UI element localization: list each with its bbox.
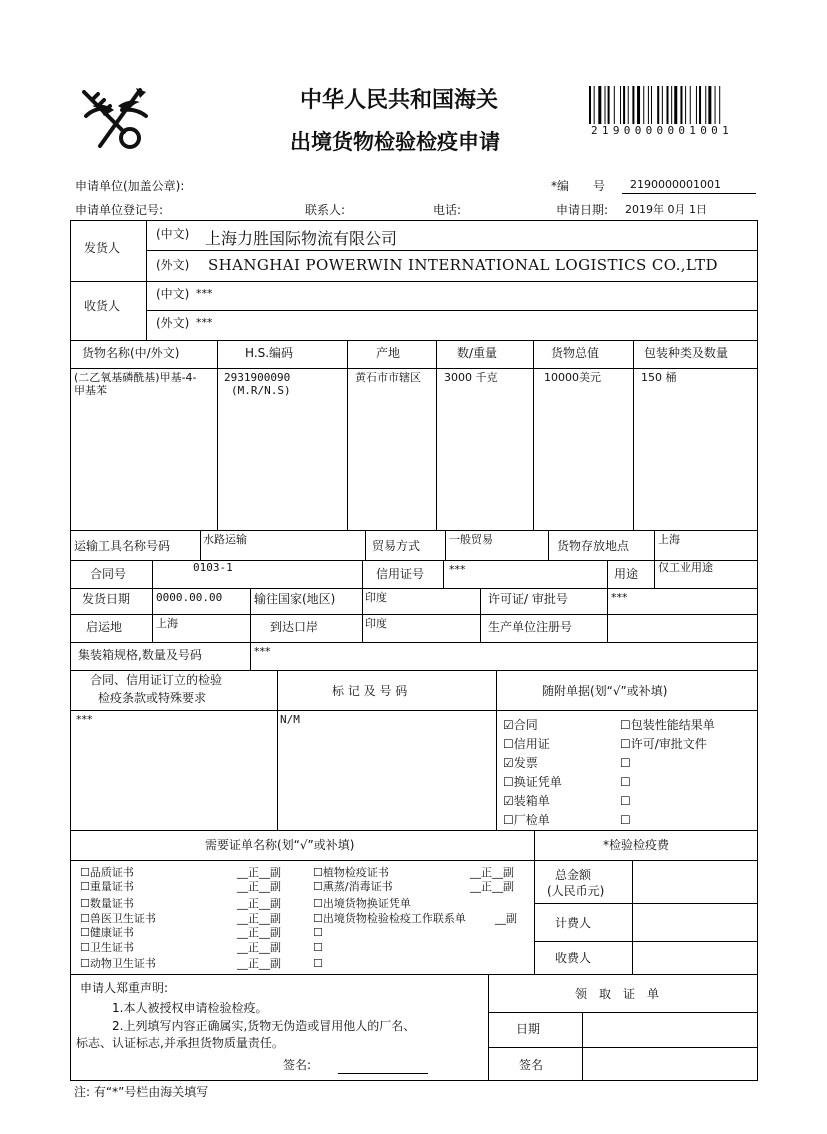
barcode-bar <box>632 86 634 124</box>
barcode-bar <box>648 86 649 124</box>
container-value: *** <box>254 645 271 658</box>
receive-sign-label: 签名 <box>519 1058 544 1072</box>
form-title-sub: 出境货物检验检疫申请 <box>290 130 500 154</box>
arrival-port-value: 印度 <box>365 617 387 630</box>
cert-copies: __正__副 <box>237 912 281 925</box>
cert-item[interactable]: ☐ <box>313 941 323 954</box>
fee-calculator-label: 计费人 <box>555 916 592 930</box>
doc-item[interactable]: ☐包装性能结果单 <box>620 718 715 732</box>
goods-name-line1: (二乙氧基磷酰基)甲基-4- <box>74 371 197 384</box>
cert-item[interactable]: ☐ <box>313 926 323 939</box>
cert-item[interactable]: ☐ <box>313 957 323 970</box>
phone-label: 电话: <box>433 203 462 217</box>
storage-label: 货物存放地点 <box>557 539 630 553</box>
barcode-bar <box>598 86 601 124</box>
consignor-cn-value: 上海力胜国际物流有限公司 <box>205 229 398 248</box>
storage-value: 上海 <box>658 533 680 546</box>
barcode-bar <box>605 86 606 124</box>
cert-item[interactable]: ☐出境货物换证凭单 <box>313 897 411 910</box>
barcode-bar <box>685 86 686 124</box>
doc-item[interactable]: ☐信用证 <box>503 737 550 751</box>
goods-value: 10000美元 <box>544 371 601 384</box>
cert-copies: __正__副 <box>470 866 514 879</box>
goods-header-qty: 数/重量 <box>457 346 498 360</box>
barcode-bar <box>671 86 672 124</box>
goods-hs-note: (M.R/N.S) <box>231 384 291 397</box>
barcode-bar <box>696 86 697 124</box>
use-label: 用途 <box>614 567 639 581</box>
goods-header-hs: H.S.编码 <box>245 346 294 360</box>
goods-header-name: 货物名称(中/外文) <box>82 346 180 360</box>
cert-copies: __正__副 <box>237 866 281 879</box>
barcode-bar <box>680 86 682 124</box>
producer-reg-label: 生产单位注册号 <box>488 620 573 634</box>
use-value: 仅工业用途 <box>658 561 713 574</box>
cert-item[interactable]: ☐植物检疫证书 <box>313 866 389 879</box>
applicant-sign-line[interactable] <box>338 1073 428 1074</box>
barcode-bar <box>614 86 615 124</box>
serial-value: 2190000001001 <box>630 178 721 191</box>
applicant-unit-label: 申请单位(加盖公章): <box>75 179 185 193</box>
cert-item[interactable]: ☐品质证书 <box>80 866 134 879</box>
contract-no-label: 合同号 <box>90 567 127 581</box>
apply-date-label: 申请日期: <box>556 203 609 217</box>
departure-label: 启运地 <box>86 620 123 634</box>
barcode-bar <box>589 86 591 124</box>
goods-package: 150 桶 <box>641 371 677 384</box>
barcode-bar <box>620 86 621 124</box>
fee-collector-label: 收费人 <box>555 951 592 965</box>
barcode-bar <box>674 86 677 124</box>
goods-header-package: 包装种类及数量 <box>644 346 729 360</box>
cert-copies: __副 <box>495 912 517 925</box>
lc-no-label: 信用证号 <box>376 567 425 581</box>
goods-header-value: 货物总值 <box>551 346 600 360</box>
destination-country-value: 印度 <box>365 591 387 604</box>
barcode-bar <box>699 86 701 124</box>
barcode-bar <box>715 86 716 124</box>
declaration-line1: 1.本人被授权申请检验检疫。 <box>112 1001 268 1015</box>
cert-item[interactable]: ☐兽医卫生证书 <box>80 912 156 925</box>
cert-item[interactable]: ☐健康证书 <box>80 926 134 939</box>
contract-no-value: 0103-1 <box>193 561 233 574</box>
barcode-bar <box>719 86 720 124</box>
goods-origin: 黄石市市辖区 <box>355 371 421 384</box>
declaration-title: 申请人郑重声明: <box>80 981 169 995</box>
goods-name-line2: 甲基苯 <box>74 384 107 397</box>
transport-tool-value: 水路运输 <box>203 533 247 546</box>
declaration-line3: 标志、认证标志,并承担货物质量责任。 <box>76 1036 284 1050</box>
total-amount-label: 总金额 <box>555 868 592 882</box>
cert-copies: __正__副 <box>237 941 281 954</box>
barcode-bar <box>608 86 610 124</box>
conditions-label-line2: 检疫条款或特殊要求 <box>98 691 207 705</box>
barcode-bar <box>705 86 706 124</box>
customs-emblem-icon <box>78 86 154 156</box>
consignee-label: 收货人 <box>84 299 121 313</box>
cert-copies: __正__副 <box>237 880 281 893</box>
cert-item[interactable]: ☐动物卫生证书 <box>80 957 156 970</box>
barcode-bar <box>628 86 629 124</box>
conditions-value: *** <box>76 713 93 726</box>
fee-header: *检验检疫费 <box>603 838 670 852</box>
doc-item[interactable]: ☐ <box>620 775 631 789</box>
doc-item[interactable]: ☐换证凭单 <box>503 775 562 789</box>
container-label: 集装箱规格,数量及号码 <box>78 648 202 662</box>
applicant-sign-label: 签名: <box>283 1058 312 1072</box>
doc-item[interactable]: ☐许可/审批文件 <box>620 737 707 751</box>
barcode-bar <box>623 86 625 124</box>
cert-item[interactable]: ☐卫生证书 <box>80 941 134 954</box>
certs-header: 需要证单名称(划“√”或补填) <box>205 838 355 852</box>
goods-header-origin: 产地 <box>376 346 401 360</box>
barcode-bar <box>662 86 663 124</box>
form-title-main: 中华人民共和国海关 <box>300 88 499 113</box>
doc-item[interactable]: ☐ <box>620 794 631 808</box>
ship-date-value: 0000.00.00 <box>156 591 223 604</box>
cert-item[interactable]: ☐出境货物检验检疫工作联系单 <box>313 912 466 925</box>
lc-no-value: *** <box>449 563 466 576</box>
cert-item[interactable]: ☐熏蒸/消毒证书 <box>313 880 393 893</box>
declaration-line2: 2.上列填写内容正确属实,货物无伪造或冒用他人的厂名、 <box>112 1019 416 1033</box>
cert-copies: __正__副 <box>470 880 514 893</box>
consignor-cn-label: (中文) <box>156 227 190 241</box>
barcode-bar <box>594 86 595 124</box>
doc-item[interactable]: ☑装箱单 <box>503 794 550 808</box>
contact-label: 联系人: <box>305 203 346 217</box>
consignee-en-value: *** <box>196 316 213 329</box>
doc-item[interactable]: ☐ <box>620 813 631 827</box>
trade-mode-label: 贸易方式 <box>372 539 421 553</box>
cert-copies: __正__副 <box>237 957 281 970</box>
marks-label: 标 记 及 号 码 <box>332 684 408 698</box>
barcode <box>589 86 761 124</box>
cert-item[interactable]: ☐重量证书 <box>80 880 134 893</box>
consignee-cn-value: *** <box>196 287 213 300</box>
destination-country-label: 输往国家(地区) <box>254 592 336 606</box>
footnote: 注: 有“*”号栏由海关填写 <box>74 1085 209 1099</box>
barcode-bar <box>651 86 652 124</box>
barcode-number: 2190000001001 <box>591 124 733 137</box>
arrival-port-label: 到达口岸 <box>270 620 319 634</box>
receive-cert-header: 领 取 证 单 <box>575 987 660 1001</box>
consignee-en-label: (外文) <box>156 316 190 330</box>
receive-date-label: 日期 <box>516 1022 541 1036</box>
goods-hs-code: 2931900090 <box>224 371 291 384</box>
doc-item[interactable]: ☐厂检单 <box>503 813 550 827</box>
consignor-en-value: SHANGHAI POWERWIN INTERNATIONAL LOGISTICS CO.,LTD <box>208 256 718 274</box>
barcode-bar <box>690 86 691 124</box>
trade-mode-value: 一般贸易 <box>449 533 493 546</box>
departure-value: 上海 <box>156 617 178 630</box>
serial-label: *编 号 <box>551 179 606 193</box>
cert-copies: __正__副 <box>237 926 281 939</box>
consignee-cn-label: (中文) <box>156 287 190 301</box>
barcode-bar <box>637 86 640 124</box>
goods-qty: 3000 千克 <box>444 371 498 384</box>
barcode-bar <box>657 86 659 124</box>
doc-item[interactable]: ☑合同 <box>503 718 538 732</box>
marks-value: N/M <box>280 713 300 726</box>
apply-date-value: 2019年 0月 1日 <box>625 203 707 216</box>
consignor-label: 发货人 <box>84 241 121 255</box>
doc-item[interactable]: ☑发票 <box>503 756 538 770</box>
total-amount-unit: (人民币元) <box>547 884 605 898</box>
cert-item[interactable]: ☐数量证书 <box>80 897 134 910</box>
consignor-en-label: (外文) <box>156 258 190 272</box>
permit-value: *** <box>611 591 628 604</box>
transport-tool-label: 运输工具名称号码 <box>74 539 171 553</box>
permit-label: 许可证/ 审批号 <box>488 592 568 606</box>
cert-copies: __正__副 <box>237 897 281 910</box>
doc-item[interactable]: ☐ <box>620 756 631 770</box>
barcode-graphic <box>589 86 761 124</box>
barcode-bar <box>708 86 711 124</box>
docs-label: 随附单据(划“√”或补填) <box>542 684 668 698</box>
ship-date-label: 发货日期 <box>82 592 131 606</box>
applicant-reg-label: 申请单位登记号: <box>75 203 164 217</box>
customs-emblem <box>78 86 154 156</box>
barcode-bar <box>667 86 669 124</box>
conditions-label-line1: 合同、信用证订立的检验 <box>90 673 223 687</box>
barcode-bar <box>643 86 644 124</box>
